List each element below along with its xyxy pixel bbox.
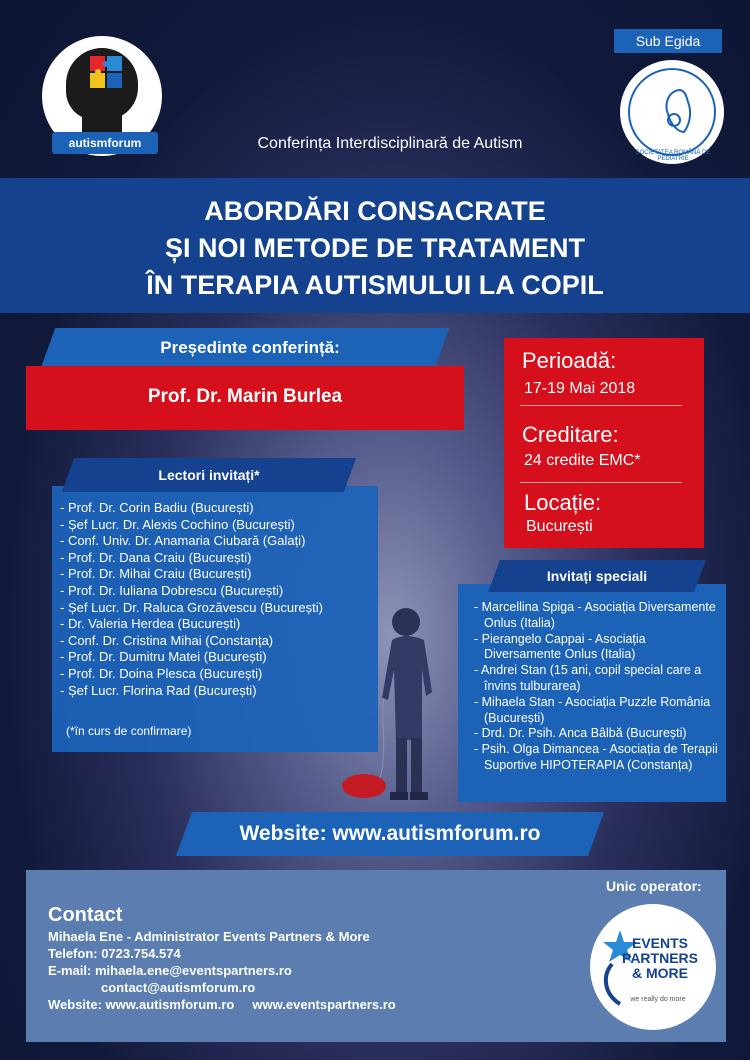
seal-figure-icon — [654, 84, 704, 140]
lecturer-item: - Șef Lucr. Dr. Raluca Grozăvescu (București) — [60, 599, 323, 615]
lecturers-list — [60, 500, 323, 699]
special-guests-list — [474, 600, 724, 774]
puzzle-icon — [88, 54, 124, 92]
location-label: Locație: — [524, 490, 602, 515]
special-guest-item: - Mihaela Stan - Asociația Puzzle România (București) — [474, 694, 711, 725]
title-line-3: ÎN TERAPIA AUTISMULUI LA COPIL — [146, 270, 604, 300]
logo-line-1: EVENTS — [631, 935, 688, 951]
lecturer-item: - Prof. Dr. Mihai Craiu (București) — [60, 566, 252, 582]
seal-text: SOCIETATEA ROMÂNĂ DE PEDIATRIE — [635, 150, 711, 162]
logo-line-2: PARTNERS — [622, 950, 698, 966]
period-value: 17-19 Mai 2018 — [524, 380, 636, 397]
special-guest-item: - Drd. Dr. Psih. Anca Bâlbă (București) — [474, 726, 687, 741]
events-partners-tagline: we really do more — [630, 996, 686, 1003]
events-partners-logo-text — [610, 936, 710, 981]
special-guest-item: - Andrei Stan (15 ani, copil special care a învins tulburarea) — [474, 663, 702, 693]
lecturers-note: (*în curs de confirmare) — [66, 724, 192, 738]
special-guest-item: - Pierangelo Cappai - Asociația Diversamente Onlus (Italia) — [474, 631, 646, 662]
operator-label: Unic operator: — [606, 878, 702, 894]
patronage-label: Sub Egida — [614, 29, 722, 53]
website-link[interactable]: Website: www.autismforum.ro — [239, 822, 541, 845]
lecturer-item: - Prof. Dr. Dana Craiu (București) — [60, 549, 252, 565]
lecturer-item: - Șef Lucr. Florina Rad (București) — [60, 682, 257, 698]
contact-websites[interactable]: Website: www.autismforum.ro www.eventspartners.ro — [48, 997, 396, 1012]
contact-title: Contact — [48, 904, 123, 926]
lecturer-item: - Conf. Dr. Cristina Mihai (Constanța) — [60, 632, 274, 648]
lecturer-item: - Prof. Dr. Iuliana Dobrescu (București) — [60, 582, 284, 598]
info-divider — [520, 405, 682, 406]
special-guests-label: Invitați speciali — [546, 568, 648, 584]
lecturer-item: - Prof. Dr. Dumitru Matei (București) — [60, 649, 267, 665]
president-label: Președinte conferință: — [160, 338, 340, 357]
contact-email[interactable]: E-mail: mihaela.ene@eventspartners.ro — [48, 963, 292, 978]
credit-value: 24 credite EMC* — [524, 452, 641, 469]
lecturer-item: - Șef Lucr. Dr. Alexis Cochino (București) — [60, 516, 295, 532]
title-line-1: ABORDĂRI CONSACRATE — [204, 196, 546, 226]
logo-ribbon-text: autismforum — [52, 132, 158, 154]
conference-subtitle: Conferința Interdisciplinară de Autism — [257, 135, 523, 152]
lecturer-item: - Conf. Univ. Dr. Anamaria Ciubară (Galați) — [60, 533, 306, 549]
contact-phone: Telefon: 0723.754.574 — [48, 946, 181, 961]
lecturers-label: Lectori invitați* — [158, 467, 260, 483]
lecturer-item: - Prof. Dr. Doina Plesca (București) — [60, 665, 263, 681]
lecturer-item: - Dr. Valeria Herdea (București) — [60, 616, 241, 632]
lecturer-item: - Prof. Dr. Corin Badiu (București) — [60, 500, 254, 515]
special-guest-item: - Marcellina Spiga - Asociația Diversamente Onlus (Italia) — [474, 600, 716, 630]
contact-person: Mihaela Ene - Administrator Events Partners & More — [48, 929, 370, 944]
info-divider — [520, 482, 682, 483]
logo-line-3: & MORE — [632, 965, 688, 981]
contact-email-secondary[interactable]: contact@autismforum.ro — [101, 980, 256, 995]
special-guest-item: - Psih. Olga Dimancea - Asociația de Terapii Suportive HIPOTERAPIA (Constanța) — [474, 742, 718, 772]
period-label: Perioadă: — [522, 348, 617, 373]
credit-label: Creditare: — [522, 422, 619, 447]
title-line-2: ȘI NOI METODE DE TRATAMENT — [164, 233, 585, 263]
president-name: Prof. Dr. Marin Burlea — [147, 386, 343, 407]
location-value: București — [526, 518, 593, 535]
